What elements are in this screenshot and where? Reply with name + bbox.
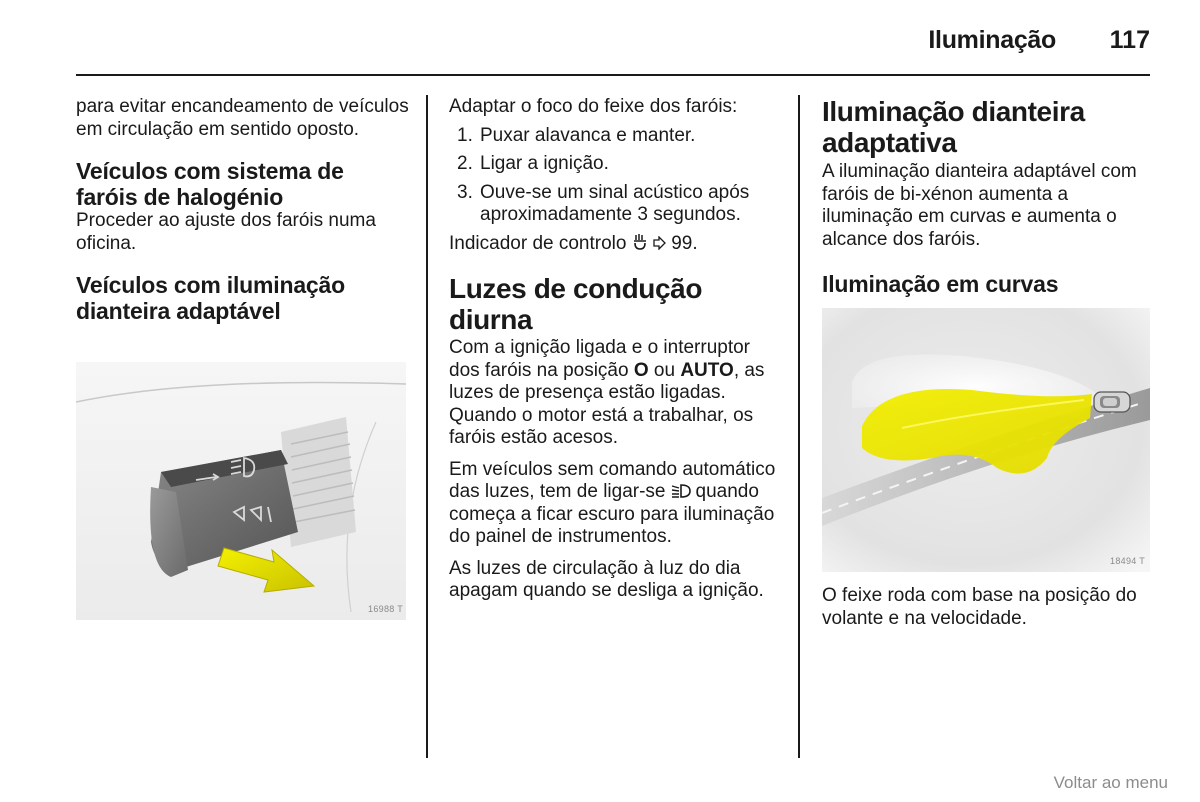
drl-paragraph-1 xyxy=(449,337,784,450)
drl-paragraph-3: As luzes de circulação à luz do dia apagam quando se desliga a ignição. xyxy=(449,557,764,601)
halogen-paragraph: Proceder ao ajuste dos faróis numa oficina. xyxy=(76,210,376,254)
page-reference-arrow-icon xyxy=(652,234,671,253)
step-number: 1. xyxy=(457,124,473,146)
switch-position-auto: AUTO xyxy=(680,359,734,381)
step-number: 2. xyxy=(457,153,473,174)
lever-figure xyxy=(76,362,406,620)
page-number: 117 xyxy=(1109,26,1150,54)
figure-code: 18494 T xyxy=(1110,556,1145,566)
curve-lighting-figure xyxy=(822,308,1150,572)
column-divider-1 xyxy=(426,95,428,758)
column-divider-2 xyxy=(798,95,800,758)
drl-text: Com a ignição ligada e o interruptor dos faróis na posição xyxy=(449,337,751,381)
drl-text: ou xyxy=(653,359,676,381)
drl-heading: Luzes de condução diurna xyxy=(449,273,703,335)
adaptive-heading: Veículos com iluminação dianteira adaptável xyxy=(76,272,345,324)
drl-text: , as luzes de presença estão ligadas. Quando o motor está a trabalhar, os faróis estão acesos. xyxy=(449,359,765,448)
lever-illustration xyxy=(76,362,406,620)
drl-text: quando começa a ficar escuro para iluminação do painel de instrumentos. xyxy=(449,481,775,547)
column-3 xyxy=(822,96,1157,297)
indicator-label: Indicador de controlo xyxy=(449,232,627,254)
step-text: Ligar a ignição. xyxy=(480,153,609,174)
column-2 xyxy=(449,96,784,612)
intro-paragraph: para evitar encandeamento de veículos em circulação em sentido oposto. xyxy=(76,96,409,140)
back-to-menu-link[interactable]: Voltar ao menu xyxy=(1053,773,1168,792)
list-item xyxy=(449,153,784,176)
step-number: 3. xyxy=(457,181,473,203)
list-item xyxy=(449,182,784,227)
afl-heading: Iluminação dianteira adaptativa xyxy=(822,96,1085,158)
header-rule xyxy=(76,74,1150,76)
adapt-intro: Adaptar o foco do feixe dos faróis: xyxy=(449,96,738,117)
steps-list xyxy=(449,125,784,227)
curve-paragraph: O feixe roda com base na posição do volante e na velocidade. xyxy=(822,585,1137,629)
low-beam-icon xyxy=(671,482,696,501)
curve-lighting-illustration xyxy=(822,308,1150,572)
column-1 xyxy=(76,96,411,324)
step-text: Ouve-se um sinal acústico após aproximadamente 3 segundos. xyxy=(480,181,750,225)
indicator-page-ref: 99. xyxy=(671,232,698,254)
figure-code: 16988 T xyxy=(368,604,403,614)
drl-text: Em veículos sem comando automático das luzes, tem de ligar-se xyxy=(449,458,776,502)
switch-position-o: O xyxy=(633,359,649,381)
halogen-heading: Veículos com sistema de faróis de halogénio xyxy=(76,158,344,210)
indicator-line xyxy=(449,233,784,256)
curve-heading: Iluminação em curvas xyxy=(822,271,1059,297)
afl-paragraph: A iluminação dianteira adaptável com faróis de bi-xénon aumenta a iluminação em curvas e aumenta o alcance dos faróis. xyxy=(822,161,1137,250)
list-item xyxy=(449,125,784,148)
step-text: Puxar alavanca e manter. xyxy=(480,124,696,146)
drl-paragraph-2 xyxy=(449,459,784,549)
section-title: Iluminação xyxy=(928,26,1056,54)
headlight-leveling-indicator-icon xyxy=(632,234,653,253)
